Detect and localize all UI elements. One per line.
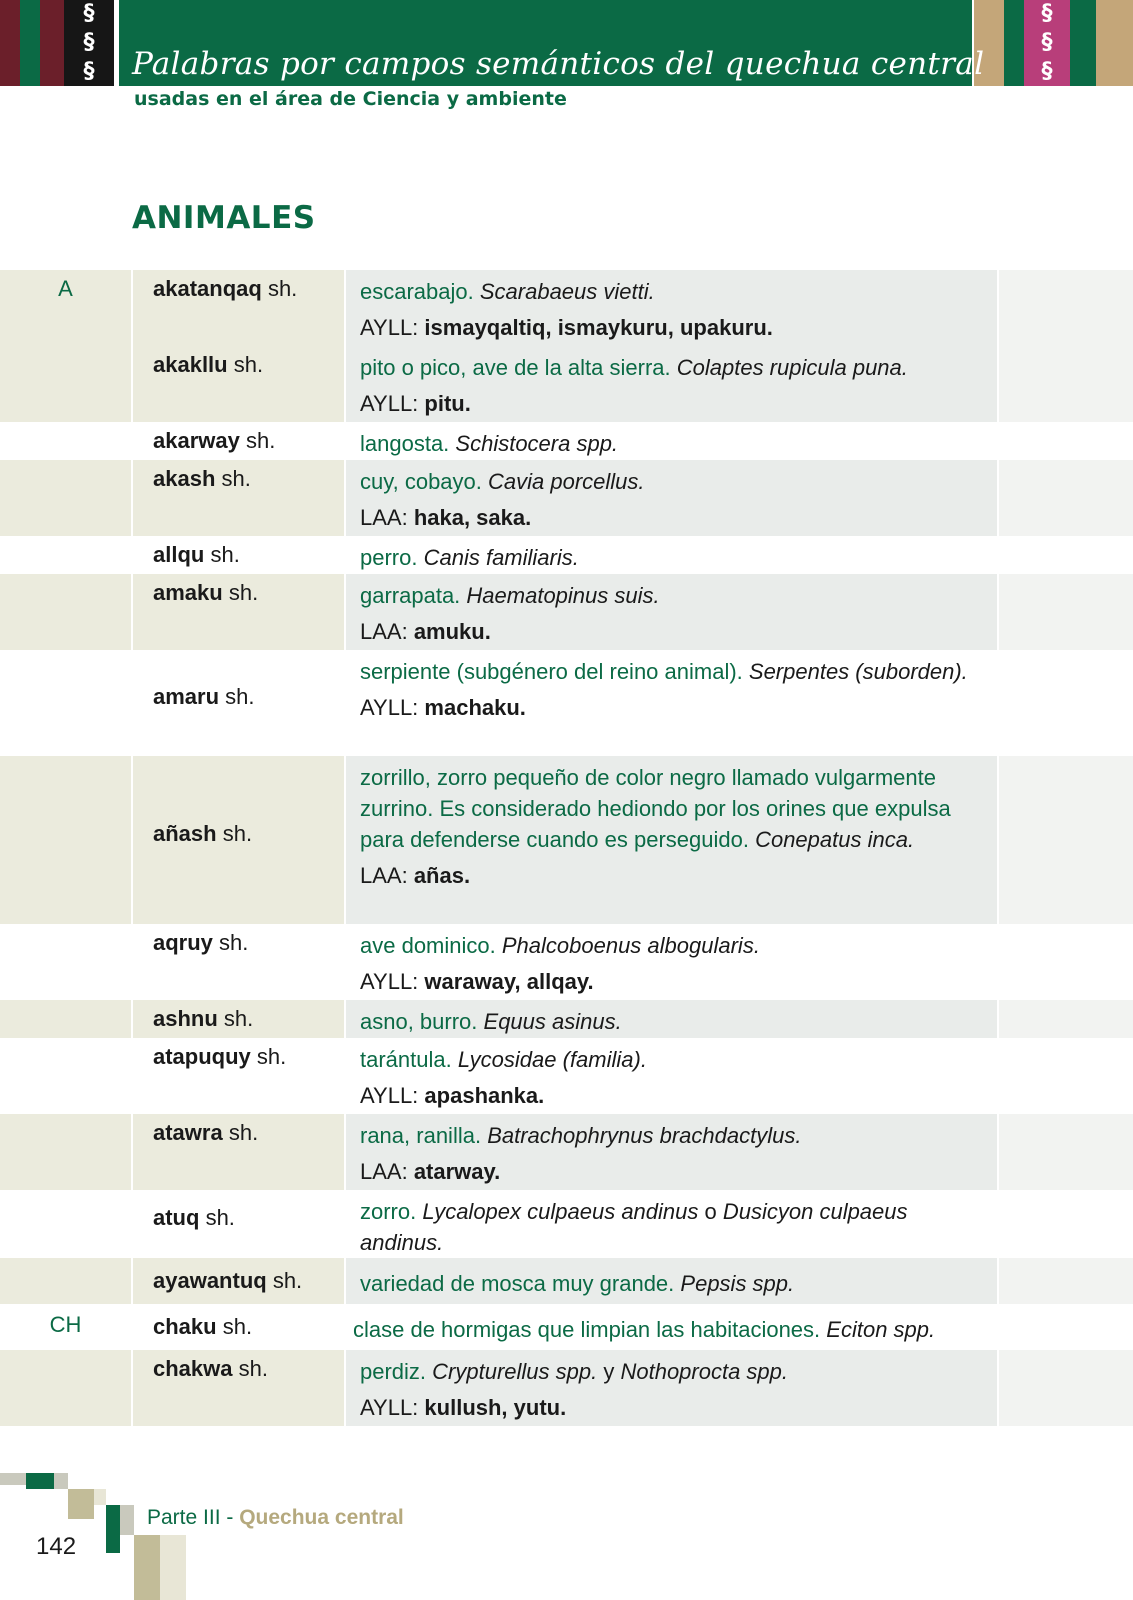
- part-of-speech: sh.: [222, 1120, 259, 1145]
- variant-words: ismayqaltiq, ismaykuru, upakuru.: [424, 315, 773, 340]
- definition-gloss: y: [597, 1359, 621, 1384]
- cell-background: [0, 346, 131, 422]
- andean-pattern-icon: § § §: [1041, 1, 1053, 84]
- part-name: Quechua central: [239, 1506, 404, 1529]
- part-of-speech: sh.: [212, 930, 249, 955]
- page-subtitle: usadas en el área de Ciencia y ambiente: [134, 88, 567, 110]
- variant-label: LAA:: [360, 505, 414, 530]
- variant-forms: [360, 693, 980, 723]
- definition-text: [360, 656, 980, 687]
- variant-words: waraway, allqay.: [424, 969, 594, 994]
- index-letter: A: [58, 276, 73, 301]
- variant-forms: [360, 313, 980, 343]
- headword-text: akarway: [153, 428, 240, 453]
- scientific-name: Equus asinus.: [483, 1009, 622, 1034]
- cell-background: [0, 1350, 131, 1426]
- part-of-speech: sh.: [266, 1268, 303, 1293]
- headword: [153, 930, 248, 956]
- headword: [153, 1120, 258, 1146]
- footer-block: [106, 1505, 120, 1553]
- definition: [360, 762, 980, 891]
- header-stripe: [1070, 0, 1096, 86]
- glossary-entry: [0, 536, 1133, 574]
- headword: [153, 684, 255, 710]
- variant-forms: [360, 861, 980, 891]
- glossary-entry: [0, 346, 1133, 422]
- header-stripe: [1096, 0, 1133, 86]
- part-of-speech: sh.: [250, 1044, 287, 1069]
- headword: [153, 580, 258, 606]
- variant-words: haka, saka.: [413, 505, 532, 530]
- section-heading: ANIMALES: [132, 200, 316, 236]
- headword: [153, 428, 275, 454]
- cell-background: [0, 1258, 131, 1304]
- scientific-name: Serpentes (suborden).: [748, 659, 968, 684]
- scientific-name: Lycalopex culpaeus andinus: [422, 1199, 699, 1224]
- headword: [153, 1044, 286, 1070]
- variant-words: añas.: [413, 863, 471, 888]
- cell-background: [0, 460, 131, 536]
- headword: [153, 276, 297, 302]
- glossary-entry: [0, 270, 1133, 346]
- definition-gloss: ave dominico.: [360, 933, 502, 958]
- part-of-speech: sh.: [204, 542, 240, 567]
- definition-text: [360, 930, 980, 961]
- definition-text: [360, 1006, 980, 1037]
- glossary-entry: [0, 574, 1133, 650]
- glossary-entry: [0, 422, 1133, 460]
- headword-text: chaku: [153, 1314, 217, 1339]
- definition-gloss: langosta.: [360, 431, 456, 456]
- definition: [360, 1268, 980, 1299]
- definition-text: [360, 1044, 980, 1075]
- headword-text: amaku: [153, 580, 223, 605]
- variant-forms: [360, 1157, 980, 1187]
- cell-background: [999, 460, 1133, 536]
- definition: [360, 466, 980, 533]
- glossary-entry: [0, 1258, 1133, 1304]
- footer-block: [120, 1505, 134, 1535]
- scientific-name: Batrachophrynus brachdactylus.: [487, 1123, 802, 1148]
- variant-label: AYLL:: [360, 695, 425, 720]
- definition-text: [360, 1120, 980, 1151]
- definition-text: [360, 466, 980, 497]
- variant-forms: [360, 389, 980, 419]
- cell-background: [999, 1350, 1133, 1426]
- variant-label: AYLL:: [360, 315, 425, 340]
- scientific-name: Haematopinus suis.: [466, 583, 660, 608]
- variant-words: machaku.: [424, 695, 526, 720]
- definition-gloss: escarabajo.: [360, 279, 480, 304]
- definition: [360, 656, 980, 723]
- scientific-name: Cavia porcellus.: [488, 469, 645, 494]
- glossary-entry: [0, 1190, 1133, 1258]
- part-of-speech: sh.: [232, 1356, 268, 1381]
- variant-label: LAA:: [360, 863, 414, 888]
- glossary-entry: [0, 1350, 1133, 1426]
- cell-background: [999, 346, 1133, 422]
- definition-gloss: garrapata.: [360, 583, 467, 608]
- variant-words: amuku.: [413, 619, 491, 644]
- cell-background: [0, 756, 131, 924]
- variant-label: AYLL:: [360, 969, 425, 994]
- header-stripe: [0, 0, 20, 86]
- cell-background: [0, 574, 131, 650]
- cell-background: [0, 1114, 131, 1190]
- definition-gloss: perro.: [360, 545, 424, 570]
- glossary-table: [0, 270, 1133, 1426]
- scientific-name: Schistocera spp.: [455, 431, 619, 456]
- definition-gloss: o: [698, 1199, 723, 1224]
- footer-block: [54, 1473, 68, 1489]
- footer-block: [94, 1489, 106, 1505]
- page-number: 142: [36, 1533, 77, 1560]
- definition-gloss: perdiz.: [360, 1359, 433, 1384]
- variant-forms: [360, 1393, 980, 1423]
- header-stripe: [20, 0, 40, 86]
- variant-forms: [360, 617, 980, 647]
- scientific-name: Lycosidae (familia).: [457, 1047, 647, 1072]
- headword: [153, 542, 240, 568]
- headword-text: ayawantuq: [153, 1268, 267, 1293]
- definition-gloss: rana, ranilla.: [360, 1123, 488, 1148]
- definition-text: [360, 1356, 980, 1387]
- part-of-speech: sh.: [216, 821, 253, 846]
- header-stripe: [1004, 0, 1024, 86]
- variant-label: AYLL:: [360, 391, 425, 416]
- definition-text: [353, 1314, 1013, 1345]
- headword-text: añash: [153, 821, 217, 846]
- definition-text: [360, 542, 980, 573]
- cell-background: [999, 756, 1133, 924]
- variant-label: LAA:: [360, 1159, 414, 1184]
- headword-text: ashnu: [153, 1006, 218, 1031]
- headword-text: atapuquy: [153, 1044, 251, 1069]
- part-prefix: Parte III -: [147, 1506, 240, 1529]
- variant-forms: [360, 1081, 980, 1111]
- headword: [153, 1314, 252, 1340]
- definition: [360, 1044, 980, 1111]
- headword-text: atawra: [153, 1120, 223, 1145]
- definition-text: [360, 580, 980, 611]
- definition-gloss: serpiente (subgénero del reino animal).: [360, 659, 749, 684]
- scientific-name: Pepsis spp.: [680, 1271, 795, 1296]
- definition: [360, 276, 980, 343]
- headword: [153, 352, 263, 378]
- glossary-entry: [0, 1304, 1133, 1350]
- definition: [360, 580, 980, 647]
- part-of-speech: sh.: [215, 466, 251, 491]
- headword: [153, 1356, 268, 1382]
- scientific-name: Phalcoboenus albogularis.: [501, 933, 760, 958]
- definition: [360, 930, 980, 997]
- definition-text: [360, 428, 980, 459]
- footer-block: [134, 1535, 160, 1600]
- cell-background: [0, 1000, 131, 1038]
- definition-gloss: variedad de mosca muy grande.: [360, 1271, 681, 1296]
- scientific-name: Scarabaeus vietti.: [479, 279, 655, 304]
- cell-background: [999, 574, 1133, 650]
- glossary-entry: [0, 650, 1133, 756]
- definition: [360, 1120, 980, 1187]
- headword: [153, 1205, 235, 1231]
- headword-text: atuq: [153, 1205, 200, 1230]
- page-title: Palabras por campos semánticos del quechua central: [132, 46, 985, 82]
- definition-gloss: zorrillo, zorro pequeño de color negro llamado vulgarmente zurrino. Es considerado hediondo por los orines que expulsa para defenderse cuando es perseguido.: [360, 765, 951, 852]
- andean-pattern-icon: § § §: [83, 1, 95, 84]
- variant-words: pitu.: [424, 391, 471, 416]
- glossary-entry: [0, 1038, 1133, 1114]
- glossary-entry: [0, 1114, 1133, 1190]
- definition: [360, 1196, 980, 1258]
- headword: [153, 821, 252, 847]
- definition-text: [360, 1268, 980, 1299]
- headword-text: akakllu: [153, 352, 228, 377]
- glossary-entry: [0, 924, 1133, 1000]
- definition: [353, 1314, 1013, 1345]
- part-of-speech: sh.: [239, 428, 276, 453]
- headword-text: akash: [153, 466, 216, 491]
- variant-label: AYLL:: [360, 1083, 425, 1108]
- part-of-speech: sh.: [227, 352, 264, 377]
- glossary-entry: [0, 1000, 1133, 1038]
- part-of-speech: sh.: [216, 1314, 253, 1339]
- definition-gloss: asno, burro.: [360, 1009, 484, 1034]
- variant-words: kullush, yutu.: [424, 1395, 567, 1420]
- part-of-speech: sh.: [217, 1006, 254, 1031]
- scientific-name: Canis familiaris.: [423, 545, 579, 570]
- definition: [360, 542, 980, 573]
- scientific-name: Nothoprocta spp.: [620, 1359, 789, 1384]
- variant-forms: [360, 967, 980, 997]
- cell-background: [999, 1114, 1133, 1190]
- scientific-name: Eciton spp.: [826, 1317, 936, 1342]
- cell-background: [999, 1000, 1133, 1038]
- definition-gloss: cuy, cobayo.: [360, 469, 488, 494]
- headword: [153, 466, 251, 492]
- index-letter: CH: [49, 1312, 82, 1337]
- headword: [153, 1268, 302, 1294]
- part-of-speech: sh.: [219, 684, 255, 709]
- variant-label: AYLL:: [360, 1395, 425, 1420]
- glossary-entry: [0, 756, 1133, 924]
- headword-text: akatanqaq: [153, 276, 262, 301]
- definition-gloss: zorro.: [360, 1199, 423, 1224]
- headword-text: allqu: [153, 542, 205, 567]
- definition-text: [360, 762, 980, 855]
- scientific-name: Colaptes rupicula puna.: [676, 355, 908, 380]
- headword-text: aqruy: [153, 930, 213, 955]
- definition: [360, 1006, 980, 1037]
- definition-text: [360, 352, 980, 383]
- footer-block: [0, 1473, 26, 1485]
- definition: [360, 1356, 980, 1423]
- variant-words: atarway.: [413, 1159, 501, 1184]
- part-of-speech: sh.: [222, 580, 259, 605]
- footer-block: [160, 1535, 186, 1600]
- part-label: [147, 1506, 404, 1530]
- variant-label: LAA:: [360, 619, 414, 644]
- variant-words: apashanka.: [424, 1083, 545, 1108]
- scientific-name: Dusicyon culpaeus andinus.: [360, 1199, 908, 1255]
- headword: [153, 1006, 253, 1032]
- scientific-name: Crypturellus spp.: [432, 1359, 598, 1384]
- definition-gloss: pito o pico, ave de la alta sierra.: [360, 355, 677, 380]
- variant-forms: [360, 503, 980, 533]
- cell-background: [999, 270, 1133, 346]
- part-of-speech: sh.: [199, 1205, 235, 1230]
- footer-block: [26, 1473, 54, 1489]
- definition-text: [360, 1196, 980, 1258]
- headword-text: chakwa: [153, 1356, 233, 1381]
- definition-gloss: clase de hormigas que limpian las habitaciones.: [353, 1317, 827, 1342]
- definition-gloss: tarántula.: [360, 1047, 458, 1072]
- definition: [360, 428, 980, 459]
- cell-background: [999, 1258, 1133, 1304]
- header-stripe: [40, 0, 64, 86]
- scientific-name: Conepatus inca.: [755, 827, 915, 852]
- headword-text: amaru: [153, 684, 220, 709]
- footer-block: [68, 1489, 94, 1519]
- part-of-speech: sh.: [261, 276, 298, 301]
- definition-text: [360, 276, 980, 307]
- definition: [360, 352, 980, 419]
- glossary-entry: [0, 460, 1133, 536]
